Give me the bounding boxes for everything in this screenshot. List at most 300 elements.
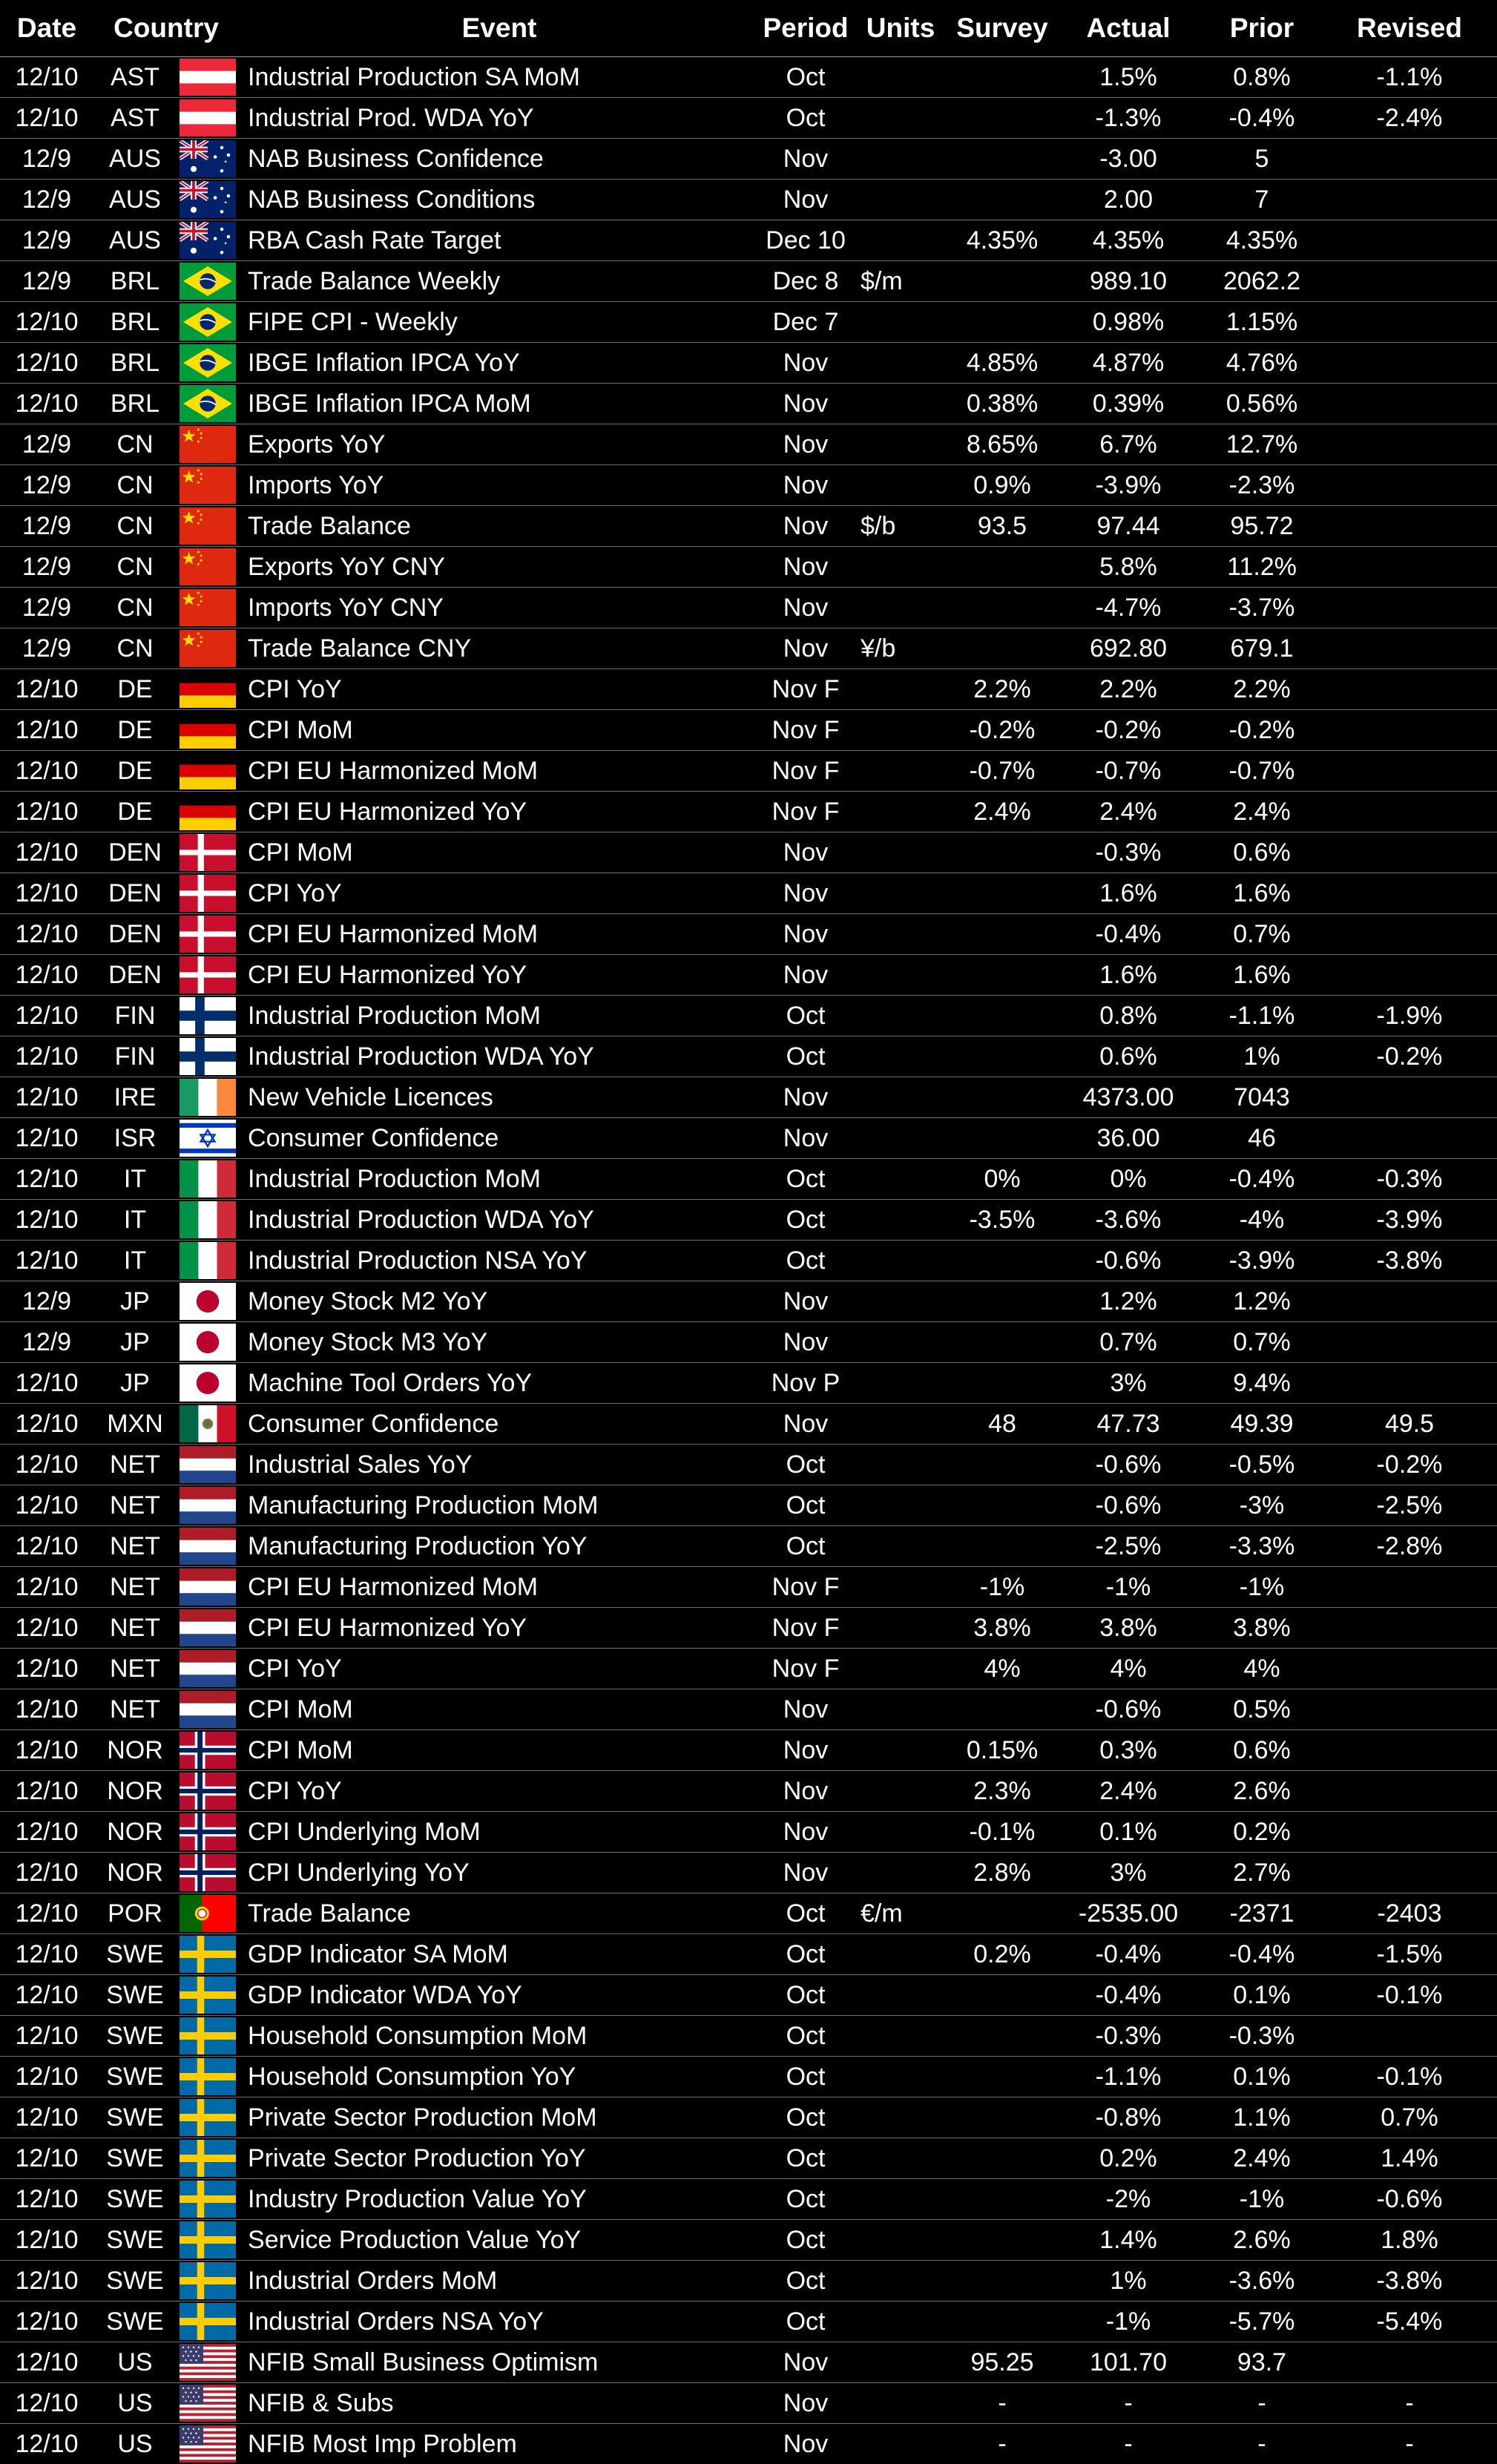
header-actual: Actual: [1055, 0, 1202, 57]
event-cell: Manufacturing Production YoY: [239, 1526, 760, 1567]
country-cell: POR: [93, 1893, 177, 1934]
actual-cell: -0.8%: [1055, 2097, 1202, 2138]
date-cell: 12/10: [0, 1934, 93, 1975]
country-cell: NOR: [93, 1771, 177, 1812]
table-row: [0, 1159, 1497, 1200]
survey-cell: 0%: [950, 1159, 1055, 1200]
period-cell: Nov: [760, 1689, 852, 1730]
flag-cell: [177, 2138, 239, 2179]
revised-cell: [1322, 914, 1497, 955]
survey-cell: -0.2%: [950, 710, 1055, 751]
units-cell: [852, 2302, 950, 2342]
event-cell: Industrial Prod. WDA YoY: [239, 98, 760, 139]
country-cell: AUS: [93, 139, 177, 180]
actual-cell: 2.4%: [1055, 1771, 1202, 1812]
prior-cell: -3.6%: [1202, 2261, 1322, 2302]
units-cell: [852, 1363, 950, 1404]
event-cell: Imports YoY: [239, 465, 760, 506]
revised-cell: [1322, 792, 1497, 832]
period-cell: Oct: [760, 1934, 852, 1975]
table-row: [0, 588, 1497, 628]
units-cell: [852, 1077, 950, 1118]
table-row: [0, 1526, 1497, 1567]
actual-cell: 1.4%: [1055, 2220, 1202, 2261]
period-cell: Oct: [760, 1526, 852, 1567]
country-cell: SWE: [93, 2097, 177, 2138]
prior-cell: 1.6%: [1202, 873, 1322, 914]
country-cell: IT: [93, 1159, 177, 1200]
prior-cell: -0.4%: [1202, 98, 1322, 139]
survey-cell: [950, 547, 1055, 588]
units-cell: [852, 832, 950, 873]
period-cell: Oct: [760, 1036, 852, 1077]
actual-cell: 0.3%: [1055, 1730, 1202, 1771]
event-cell: RBA Cash Rate Target: [239, 220, 760, 261]
netherlands-flag-icon: [180, 1650, 236, 1687]
event-cell: Exports YoY: [239, 424, 760, 465]
revised-cell: [1322, 832, 1497, 873]
table-row: [0, 873, 1497, 914]
revised-cell: [1322, 669, 1497, 710]
prior-cell: 7: [1202, 180, 1322, 220]
country-cell: AUS: [93, 180, 177, 220]
actual-cell: 4.35%: [1055, 220, 1202, 261]
country-cell: FIN: [93, 1036, 177, 1077]
event-cell: Household Consumption MoM: [239, 2016, 760, 2057]
prior-cell: -3.3%: [1202, 1526, 1322, 1567]
units-cell: [852, 98, 950, 139]
revised-cell: -1.5%: [1322, 1934, 1497, 1975]
period-cell: Nov F: [760, 1608, 852, 1649]
denmark-flag-icon: [180, 956, 236, 993]
actual-cell: -0.7%: [1055, 751, 1202, 792]
revised-cell: [1322, 710, 1497, 751]
units-cell: [852, 1771, 950, 1812]
prior-cell: 2.4%: [1202, 792, 1322, 832]
date-cell: 12/9: [0, 465, 93, 506]
sweden-flag-icon: [180, 2017, 236, 2054]
period-cell: Nov: [760, 180, 852, 220]
netherlands-flag-icon: [180, 1568, 236, 1606]
revised-cell: -1.1%: [1322, 57, 1497, 98]
country-cell: DE: [93, 751, 177, 792]
period-cell: Nov: [760, 547, 852, 588]
survey-cell: 4.85%: [950, 343, 1055, 384]
actual-cell: -2%: [1055, 2179, 1202, 2220]
flag-cell: [177, 1567, 239, 1608]
flag-cell: [177, 1077, 239, 1118]
flag-cell: [177, 302, 239, 343]
actual-cell: 0.6%: [1055, 1036, 1202, 1077]
units-cell: [852, 139, 950, 180]
units-cell: [852, 792, 950, 832]
date-cell: 12/10: [0, 2220, 93, 2261]
prior-cell: 49.39: [1202, 1404, 1322, 1445]
revised-cell: [1322, 1812, 1497, 1853]
usa-flag-icon: [180, 2344, 236, 2381]
country-cell: NET: [93, 1689, 177, 1730]
date-cell: 12/10: [0, 1689, 93, 1730]
period-cell: Dec 7: [760, 302, 852, 343]
period-cell: Nov: [760, 1322, 852, 1363]
period-cell: Nov: [760, 506, 852, 547]
period-cell: Oct: [760, 2220, 852, 2261]
sweden-flag-icon: [180, 2303, 236, 2340]
table-row: [0, 2138, 1497, 2179]
flag-cell: [177, 220, 239, 261]
revised-cell: -0.1%: [1322, 1975, 1497, 2016]
event-cell: Machine Tool Orders YoY: [239, 1363, 760, 1404]
date-cell: 12/10: [0, 57, 93, 98]
china-flag-icon: [180, 630, 236, 667]
flag-cell: [177, 710, 239, 751]
period-cell: Oct: [760, 1485, 852, 1526]
survey-cell: 2.2%: [950, 669, 1055, 710]
country-cell: NOR: [93, 1730, 177, 1771]
revised-cell: -2.5%: [1322, 1485, 1497, 1526]
survey-cell: [950, 1485, 1055, 1526]
survey-cell: [950, 1445, 1055, 1485]
flag-cell: [177, 384, 239, 424]
prior-cell: 0.8%: [1202, 57, 1322, 98]
table-row: [0, 343, 1497, 384]
prior-cell: 1.15%: [1202, 302, 1322, 343]
table-row: [0, 1812, 1497, 1853]
country-cell: BRL: [93, 261, 177, 302]
china-flag-icon: [180, 589, 236, 626]
flag-cell: [177, 2302, 239, 2342]
revised-cell: [1322, 1608, 1497, 1649]
survey-cell: -0.1%: [950, 1812, 1055, 1853]
date-cell: 12/10: [0, 955, 93, 996]
actual-cell: -0.6%: [1055, 1689, 1202, 1730]
event-cell: Consumer Confidence: [239, 1118, 760, 1159]
flag-cell: [177, 343, 239, 384]
country-cell: MXN: [93, 1404, 177, 1445]
actual-cell: -2535.00: [1055, 1893, 1202, 1934]
period-cell: Nov: [760, 343, 852, 384]
flag-cell: [177, 914, 239, 955]
date-cell: 12/10: [0, 2097, 93, 2138]
country-cell: AUS: [93, 220, 177, 261]
survey-cell: 0.15%: [950, 1730, 1055, 1771]
table-row: [0, 2383, 1497, 2424]
revised-cell: [1322, 873, 1497, 914]
usa-flag-icon: [180, 2425, 236, 2463]
revised-cell: 0.7%: [1322, 2097, 1497, 2138]
date-cell: 12/10: [0, 1649, 93, 1689]
revised-cell: -0.3%: [1322, 1159, 1497, 1200]
flag-cell: [177, 669, 239, 710]
prior-cell: 1.2%: [1202, 1281, 1322, 1322]
survey-cell: 8.65%: [950, 424, 1055, 465]
actual-cell: 3%: [1055, 1853, 1202, 1893]
header-prior: Prior: [1202, 0, 1322, 57]
flag-cell: [177, 1934, 239, 1975]
period-cell: Dec 8: [760, 261, 852, 302]
revised-cell: -1.9%: [1322, 996, 1497, 1036]
actual-cell: 4373.00: [1055, 1077, 1202, 1118]
event-cell: Industrial Production SA MoM: [239, 57, 760, 98]
australia-flag-icon: [180, 181, 236, 218]
period-cell: Oct: [760, 1241, 852, 1281]
revised-cell: -: [1322, 2383, 1497, 2424]
date-cell: 12/10: [0, 98, 93, 139]
prior-cell: -0.5%: [1202, 1445, 1322, 1485]
country-cell: SWE: [93, 2302, 177, 2342]
prior-cell: 0.1%: [1202, 2057, 1322, 2097]
table-row: [0, 220, 1497, 261]
units-cell: [852, 1812, 950, 1853]
table-row: [0, 1077, 1497, 1118]
table-row: [0, 1118, 1497, 1159]
revised-cell: [1322, 384, 1497, 424]
austria-flag-icon: [180, 99, 236, 137]
prior-cell: 0.5%: [1202, 1689, 1322, 1730]
norway-flag-icon: [180, 1854, 236, 1891]
revised-cell: -0.2%: [1322, 1036, 1497, 1077]
table-row: [0, 1934, 1497, 1975]
prior-cell: 4.76%: [1202, 343, 1322, 384]
prior-cell: 12.7%: [1202, 424, 1322, 465]
sweden-flag-icon: [180, 2140, 236, 2177]
prior-cell: -2371: [1202, 1893, 1322, 1934]
event-cell: Manufacturing Production MoM: [239, 1485, 760, 1526]
period-cell: Oct: [760, 2179, 852, 2220]
flag-cell: [177, 1363, 239, 1404]
country-cell: SWE: [93, 2220, 177, 2261]
event-cell: NAB Business Conditions: [239, 180, 760, 220]
survey-cell: 2.4%: [950, 792, 1055, 832]
prior-cell: -1.1%: [1202, 996, 1322, 1036]
survey-cell: [950, 588, 1055, 628]
survey-cell: [950, 914, 1055, 955]
actual-cell: -4.7%: [1055, 588, 1202, 628]
table-row: [0, 98, 1497, 139]
table-row: [0, 1322, 1497, 1363]
date-cell: 12/10: [0, 1445, 93, 1485]
table-row: [0, 465, 1497, 506]
revised-cell: [1322, 751, 1497, 792]
table-row: [0, 792, 1497, 832]
country-cell: DEN: [93, 955, 177, 996]
event-cell: GDP Indicator SA MoM: [239, 1934, 760, 1975]
period-cell: Nov F: [760, 710, 852, 751]
units-cell: [852, 2220, 950, 2261]
country-cell: NOR: [93, 1853, 177, 1893]
survey-cell: [950, 1363, 1055, 1404]
flag-cell: [177, 792, 239, 832]
units-cell: [852, 343, 950, 384]
prior-cell: -: [1202, 2424, 1322, 2464]
country-cell: US: [93, 2342, 177, 2383]
prior-cell: 0.6%: [1202, 832, 1322, 873]
units-cell: [852, 873, 950, 914]
china-flag-icon: [180, 507, 236, 545]
prior-cell: -: [1202, 2383, 1322, 2424]
prior-cell: 11.2%: [1202, 547, 1322, 588]
date-cell: 12/9: [0, 139, 93, 180]
prior-cell: 4%: [1202, 1649, 1322, 1689]
sweden-flag-icon: [180, 2058, 236, 2095]
revised-cell: -3.8%: [1322, 2261, 1497, 2302]
netherlands-flag-icon: [180, 1487, 236, 1524]
country-cell: BRL: [93, 384, 177, 424]
date-cell: 12/9: [0, 424, 93, 465]
units-cell: [852, 57, 950, 98]
date-cell: 12/10: [0, 1036, 93, 1077]
period-cell: Nov: [760, 1853, 852, 1893]
table-row: [0, 1975, 1497, 2016]
prior-cell: 2062.2: [1202, 261, 1322, 302]
survey-cell: [950, 302, 1055, 343]
netherlands-flag-icon: [180, 1691, 236, 1728]
survey-cell: [950, 1689, 1055, 1730]
prior-cell: -1%: [1202, 1567, 1322, 1608]
date-cell: 12/10: [0, 873, 93, 914]
period-cell: Oct: [760, 2016, 852, 2057]
survey-cell: -1%: [950, 1567, 1055, 1608]
actual-cell: -1%: [1055, 1567, 1202, 1608]
table-row: [0, 1567, 1497, 1608]
period-cell: Nov: [760, 1771, 852, 1812]
period-cell: Nov: [760, 2342, 852, 2383]
country-cell: DE: [93, 792, 177, 832]
table-row: [0, 1649, 1497, 1689]
period-cell: Oct: [760, 1893, 852, 1934]
table-row: [0, 384, 1497, 424]
period-cell: Nov: [760, 955, 852, 996]
table-row: [0, 2016, 1497, 2057]
date-cell: 12/9: [0, 220, 93, 261]
date-cell: 12/10: [0, 792, 93, 832]
country-cell: CN: [93, 588, 177, 628]
actual-cell: -0.4%: [1055, 1975, 1202, 2016]
event-cell: CPI MoM: [239, 1730, 760, 1771]
actual-cell: 0.8%: [1055, 996, 1202, 1036]
table-row: [0, 1893, 1497, 1934]
flag-cell: [177, 1281, 239, 1322]
country-cell: IT: [93, 1200, 177, 1241]
table-row: [0, 180, 1497, 220]
actual-cell: 1%: [1055, 2261, 1202, 2302]
prior-cell: 1%: [1202, 1036, 1322, 1077]
units-cell: [852, 1730, 950, 1771]
italy-flag-icon: [180, 1201, 236, 1238]
event-cell: CPI YoY: [239, 1771, 760, 1812]
date-cell: 12/10: [0, 2179, 93, 2220]
revised-cell: [1322, 1730, 1497, 1771]
event-cell: Consumer Confidence: [239, 1404, 760, 1445]
units-cell: [852, 1975, 950, 2016]
period-cell: Nov P: [760, 1363, 852, 1404]
flag-cell: [177, 57, 239, 98]
prior-cell: 95.72: [1202, 506, 1322, 547]
date-cell: 12/10: [0, 832, 93, 873]
flag-cell: [177, 1649, 239, 1689]
survey-cell: [950, 1322, 1055, 1363]
date-cell: 12/10: [0, 2424, 93, 2464]
date-cell: 12/9: [0, 506, 93, 547]
prior-cell: -2.3%: [1202, 465, 1322, 506]
actual-cell: 0.2%: [1055, 2138, 1202, 2179]
country-cell: NET: [93, 1526, 177, 1567]
prior-cell: -4%: [1202, 1200, 1322, 1241]
period-cell: Oct: [760, 57, 852, 98]
event-cell: Industrial Orders MoM: [239, 2261, 760, 2302]
period-cell: Nov: [760, 873, 852, 914]
units-cell: [852, 1445, 950, 1485]
event-cell: CPI MoM: [239, 832, 760, 873]
flag-cell: [177, 261, 239, 302]
units-cell: [852, 1036, 950, 1077]
actual-cell: 1.2%: [1055, 1281, 1202, 1322]
table-row: [0, 2261, 1497, 2302]
flag-cell: [177, 180, 239, 220]
country-cell: BRL: [93, 302, 177, 343]
flag-cell: [177, 506, 239, 547]
flag-cell: [177, 2016, 239, 2057]
revised-cell: -3.8%: [1322, 1241, 1497, 1281]
country-cell: NET: [93, 1649, 177, 1689]
australia-flag-icon: [180, 140, 236, 177]
denmark-flag-icon: [180, 916, 236, 953]
units-cell: [852, 669, 950, 710]
date-cell: 12/10: [0, 1812, 93, 1853]
china-flag-icon: [180, 548, 236, 585]
event-cell: NAB Business Confidence: [239, 139, 760, 180]
revised-cell: [1322, 1771, 1497, 1812]
survey-cell: [950, 180, 1055, 220]
units-cell: [852, 1853, 950, 1893]
event-cell: Industrial Production NSA YoY: [239, 1241, 760, 1281]
actual-cell: 0.98%: [1055, 302, 1202, 343]
flag-cell: [177, 1689, 239, 1730]
flag-cell: [177, 1404, 239, 1445]
actual-cell: 6.7%: [1055, 424, 1202, 465]
event-cell: IBGE Inflation IPCA MoM: [239, 384, 760, 424]
period-cell: Nov: [760, 1812, 852, 1853]
prior-cell: -5.7%: [1202, 2302, 1322, 2342]
country-cell: SWE: [93, 2138, 177, 2179]
finland-flag-icon: [180, 997, 236, 1034]
units-cell: [852, 1485, 950, 1526]
units-cell: [852, 751, 950, 792]
prior-cell: 7043: [1202, 1077, 1322, 1118]
china-flag-icon: [180, 426, 236, 463]
table-row: [0, 1445, 1497, 1485]
event-cell: CPI EU Harmonized YoY: [239, 955, 760, 996]
country-cell: DE: [93, 669, 177, 710]
revised-cell: [1322, 465, 1497, 506]
revised-cell: -0.2%: [1322, 1445, 1497, 1485]
prior-cell: -3%: [1202, 1485, 1322, 1526]
period-cell: Oct: [760, 2138, 852, 2179]
flag-cell: [177, 1771, 239, 1812]
prior-cell: -3.9%: [1202, 1241, 1322, 1281]
actual-cell: 1.6%: [1055, 955, 1202, 996]
units-cell: [852, 2097, 950, 2138]
survey-cell: [950, 2097, 1055, 2138]
units-cell: [852, 1322, 950, 1363]
flag-cell: [177, 1975, 239, 2016]
event-cell: CPI EU Harmonized YoY: [239, 1608, 760, 1649]
country-cell: CN: [93, 465, 177, 506]
flag-cell: [177, 588, 239, 628]
country-cell: NET: [93, 1445, 177, 1485]
survey-cell: -3.5%: [950, 1200, 1055, 1241]
event-cell: Imports YoY CNY: [239, 588, 760, 628]
